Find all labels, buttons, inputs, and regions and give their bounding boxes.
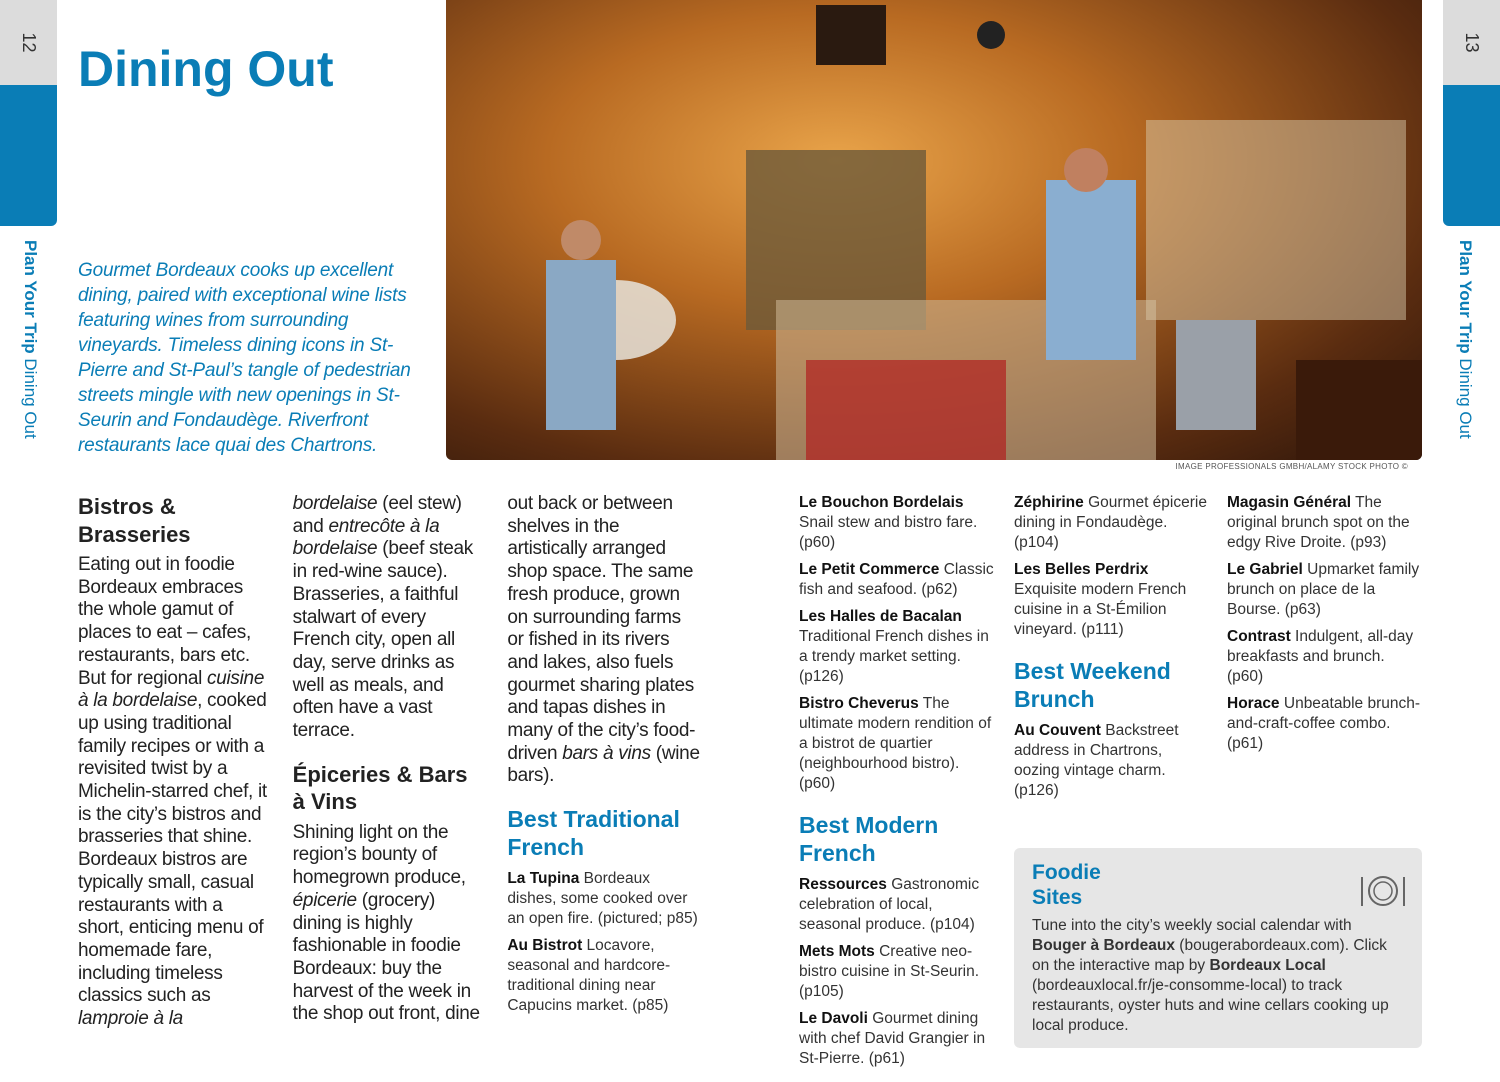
running-header-left: Plan Your Trip Dining Out: [21, 240, 40, 439]
listing-description: Gourmet épicerie dining in Fondaudège. (p104): [1014, 494, 1207, 551]
listing-item: [799, 875, 994, 935]
listing-name: Au Bistrot: [507, 937, 583, 955]
box-heading: Foodie Sites: [1032, 861, 1101, 909]
kitchen-scene-illustration: [446, 0, 1422, 460]
listing-description: Indulgent, all-day breakfasts and brunch. (p60): [1227, 628, 1414, 685]
text-run: épicerie: [292, 889, 357, 911]
listing-item: [1227, 694, 1422, 754]
listing-description: Creative neo-bistro cuisine in St-Seurin. (p105): [799, 943, 980, 1000]
listing-description: Backstreet address in Chartrons, oozing vintage charm. (p126): [1014, 722, 1179, 799]
listing-name: Les Halles de Bacalan: [799, 608, 962, 625]
listing-name: Le Petit Commerce: [799, 561, 940, 578]
text-run: (eel stew) and: [292, 493, 462, 537]
listing-name: Mets Mots: [799, 943, 875, 960]
foodie-body: [1032, 916, 1404, 1036]
text-run: (bougerabordeaux.com). Click on the interactive map by: [1032, 937, 1387, 974]
right-page-columns-2-3: [1014, 493, 1422, 801]
listing-item: [1014, 721, 1209, 801]
photo-credit: IMAGE PROFESSIONALS GMBH/ALAMY STOCK PHOTO ©: [1175, 462, 1408, 471]
left-page-text-flow: [78, 493, 700, 1031]
intro-text: Gourmet Bordeaux cooks up excellent dining, paired with exceptional wine lists featuring wines from surrounding vineyards. Timeless dining icons in St-Pierre and St-Paul’s tangle of pedestrian streets mingle with new openings in St-Seurin and Fondaudège. Riverfront restaurants lace quai des Chartrons.: [78, 260, 411, 456]
listing-item: [1014, 493, 1209, 553]
text-run: (bordeauxlocal.fr/je-consomme-local) to track restaurants, oyster huts and wine cellars cooking up local produce.: [1032, 977, 1389, 1034]
text-run: Bouger à Bordeaux: [1032, 937, 1175, 954]
listing-name: Horace: [1227, 695, 1280, 712]
listing-description: The ultimate modern rendition of a bistrot de quartier (neighbourhood bistro). (p60): [799, 695, 992, 792]
listing-description: Upmarket family brunch on place de la Bourse. (p63): [1227, 561, 1420, 618]
chapter-tab-left: [0, 85, 57, 226]
chapter-tab-right: [1443, 85, 1500, 226]
plate-cutlery-icon: [1358, 874, 1408, 908]
listing-item: [799, 694, 994, 794]
text-run: à la bordelaise: [153, 493, 378, 1030]
text-run: (grocery) dining is highly fashionable in foodie Bordeaux: buy the harvest of the week in the shop out front, dine out back or between shelves in the artistically arranged shop space. The same fresh produce, grown on surrounding farms or fished in its rivers and lakes, also fuels gourmet sharing plates and tapas dishes in many of the city’s food-driven: [292, 493, 696, 1025]
listing-name: Le Davoli: [799, 1010, 868, 1027]
listing-name: Ressources: [799, 876, 887, 893]
page-number-right: 13: [1462, 32, 1482, 53]
modern-heading: Best Modern French: [799, 812, 939, 866]
listing-description: Snail stew and bistro fare. (p60): [799, 514, 978, 551]
listing-description: Gourmet dining with chef David Grangier in St-Pierre. (p61): [799, 1010, 986, 1067]
text-run: Shining light on the region’s bounty of homegrown produce,: [292, 821, 466, 889]
epiceries-heading: Épiceries & Bars à Vins: [292, 761, 468, 815]
listing-description: Traditional French dishes in a trendy market setting. (p126): [799, 628, 989, 685]
listing-name: Bistro Cheverus: [799, 695, 919, 712]
listing-item: [799, 942, 994, 1002]
listing-name: Magasin Général: [1227, 494, 1352, 511]
text-run: (wine bars).: [507, 742, 700, 787]
listing-description: Bordeaux dishes, some cooked over an open fire. (pictured; p85): [507, 870, 698, 928]
listing-description: Unbeatable brunch-and-craft-coffee combo. (p61): [1227, 695, 1421, 752]
page-title: Dining Out: [78, 41, 334, 97]
foodie-sites-box: [1014, 848, 1422, 1048]
text-run: bars à vins: [562, 742, 651, 764]
listing-item: [799, 1009, 994, 1069]
text-run: Eating out in foodie Bordeaux embraces the whole gamut of places to eat – cafes, restaurants, bars etc. But for regional: [78, 554, 251, 689]
brunch-heading: Best Weekend Brunch: [1014, 658, 1171, 712]
traditional-heading: Best Traditional French: [507, 806, 680, 860]
page-number-left: 12: [19, 32, 39, 53]
listing-description: Gastronomic celebration of local, seasonal produce. (p104): [799, 876, 980, 933]
text-run: , cooked up using traditional family recipes or with a revisited twist by a Michelin-starred chef, it is the city’s bistros and brasseries that shine. Bordeaux bistros are typically small, casual restaurants with a short, enticing menu of homemade fare, including timeless classics such as: [78, 690, 267, 1007]
text-run: Bordeaux Local: [1209, 957, 1326, 974]
listing-name: La Tupina: [507, 870, 580, 888]
text-run: (beef steak in red-wine sauce). Brasseries, a faithful stalwart of every French city, open all day, serve drinks as well as meals, and often have a vast terrace.: [292, 538, 474, 742]
text-run: Tune into the city’s weekly social calendar with: [1032, 917, 1352, 934]
listing-name: Au Couvent: [1014, 722, 1101, 739]
listing-item: [1227, 560, 1422, 620]
bistros-heading: Bistros & Brasseries: [78, 494, 191, 547]
listing-item: [799, 607, 994, 687]
text-run: entrecôte à la bordelaise: [292, 515, 440, 560]
listing-item: [507, 936, 700, 1016]
listing-item: [1227, 627, 1422, 687]
listing-name: Le Gabriel: [1227, 561, 1303, 578]
text-run: cuisine à la bordelaise: [78, 667, 265, 712]
listing-item: [799, 493, 994, 553]
text-run: lamproie: [78, 1008, 149, 1030]
listing-name: Le Bouchon Bordelais: [799, 494, 964, 511]
listing-description: Classic fish and seafood. (p62): [799, 561, 994, 598]
listing-name: Zéphirine: [1014, 494, 1084, 511]
restaurant-photo: [446, 0, 1422, 460]
listing-name: Contrast: [1227, 628, 1291, 645]
listing-name: Les Belles Perdrix: [1014, 561, 1149, 578]
listing-item: [1014, 560, 1209, 640]
listing-item: [799, 560, 994, 600]
listing-description: The original brunch spot on the edgy Rive Droite. (p93): [1227, 494, 1410, 551]
running-header-right: Plan Your Trip Dining Out: [1456, 240, 1475, 439]
listing-item: [1227, 493, 1422, 553]
listing-description: Exquisite modern French cuisine in a St-Émilion vineyard. (p111): [1014, 581, 1187, 638]
listing-item: [507, 869, 700, 929]
listing-description: Locavore, seasonal and hardcore-traditional dining near Capucins market. (p85): [507, 937, 671, 1015]
right-page-column-1: [799, 493, 994, 1076]
